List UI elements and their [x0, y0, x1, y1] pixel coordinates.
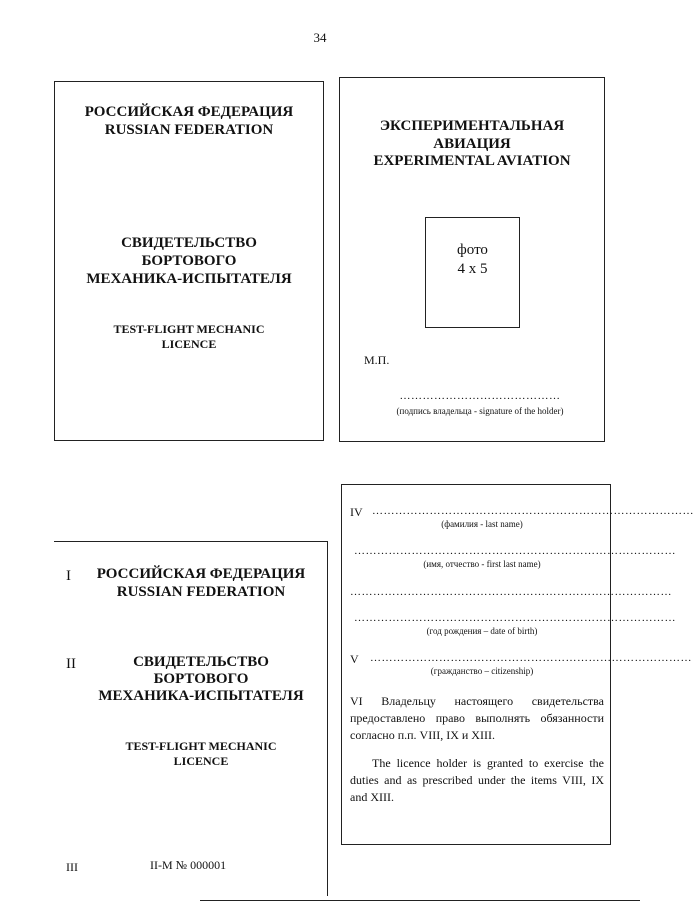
photo-label: фото: [457, 242, 488, 258]
first-name-line: …………………………………………………………………………: [354, 545, 676, 557]
roman-numeral-1: I: [66, 568, 71, 584]
cert-title-line1: СВИДЕТЕЛЬСТВО: [121, 235, 257, 251]
citizenship-line: …………………………………………………………………………: [370, 652, 692, 664]
citizenship-caption: (гражданство – citizenship): [430, 666, 534, 676]
country-en: RUSSIAN FEDERATION: [104, 122, 274, 138]
first-name-caption: (имя, отчество - first last name): [423, 559, 541, 569]
country-en: RUSSIAN FEDERATION: [116, 584, 286, 600]
date-of-birth-caption: (год рождения – date of birth): [426, 626, 538, 636]
rights-paragraph-ru: VI Владельцу настоящего свидетельства предоставлено право выполнять обязанности согласно п.п. VIII, IX и XIII.: [350, 694, 604, 742]
roman-numeral-3: III: [66, 860, 78, 874]
licence-title-line1: TEST-FLIGHT MECHANIC: [125, 739, 277, 753]
licence-number: II-M № 000001: [150, 858, 227, 872]
aviation-line1: ЭКСПЕРИМЕНТАЛЬНАЯ: [379, 118, 565, 134]
stamp-label: М.П.: [364, 353, 390, 367]
inner-left-panel: [54, 541, 328, 896]
roman-numeral-2: II: [66, 656, 76, 672]
licence-title-line2: LICENCE: [161, 337, 217, 351]
licence-title-line1: TEST-FLIGHT MECHANIC: [113, 322, 265, 336]
signature-caption: (подпись владельца - signature of the holder): [396, 406, 564, 416]
licence-title-line2: LICENCE: [173, 754, 229, 768]
last-name-caption: (фамилия - last name): [441, 519, 523, 529]
signature-line: ……………………………………: [399, 390, 561, 402]
cert-title-line3: МЕХАНИКА-ИСПЫТАТЕЛЯ: [86, 271, 292, 287]
date-of-birth-line: …………………………………………………………………………: [354, 612, 676, 624]
rights-paragraph-en: The licence holder is granted to exercise the duties and as prescribed under the items VIII, IX and XIII.: [350, 756, 604, 804]
photo-page-panel: [339, 77, 605, 442]
inner-right-panel: [341, 484, 694, 845]
cover-front-panel: [54, 81, 324, 441]
blank-line: …………………………………………………………………………: [350, 586, 672, 598]
photo-placeholder: [425, 217, 520, 328]
cert-title-line3: МЕХАНИКА-ИСПЫТАТЕЛЯ: [98, 688, 304, 704]
country-ru: РОССИЙСКАЯ ФЕДЕРАЦИЯ: [84, 104, 294, 120]
page-bottom-rule: [200, 900, 640, 901]
photo-size: 4 x 5: [457, 261, 488, 277]
aviation-en: EXPERIMENTAL AVIATION: [373, 153, 571, 169]
cert-title-line2: БОРТОВОГО: [141, 253, 237, 269]
roman-numeral-5: V: [350, 652, 359, 666]
cert-title-line2: БОРТОВОГО: [153, 671, 249, 687]
page-number: 34: [313, 30, 327, 45]
country-ru: РОССИЙСКАЯ ФЕДЕРАЦИЯ: [96, 566, 306, 582]
roman-numeral-4: IV: [350, 505, 363, 519]
cert-title-line1: СВИДЕТЕЛЬСТВО: [133, 654, 269, 670]
aviation-line2: АВИАЦИЯ: [433, 136, 511, 152]
last-name-line: …………………………………………………………………………: [372, 505, 694, 517]
